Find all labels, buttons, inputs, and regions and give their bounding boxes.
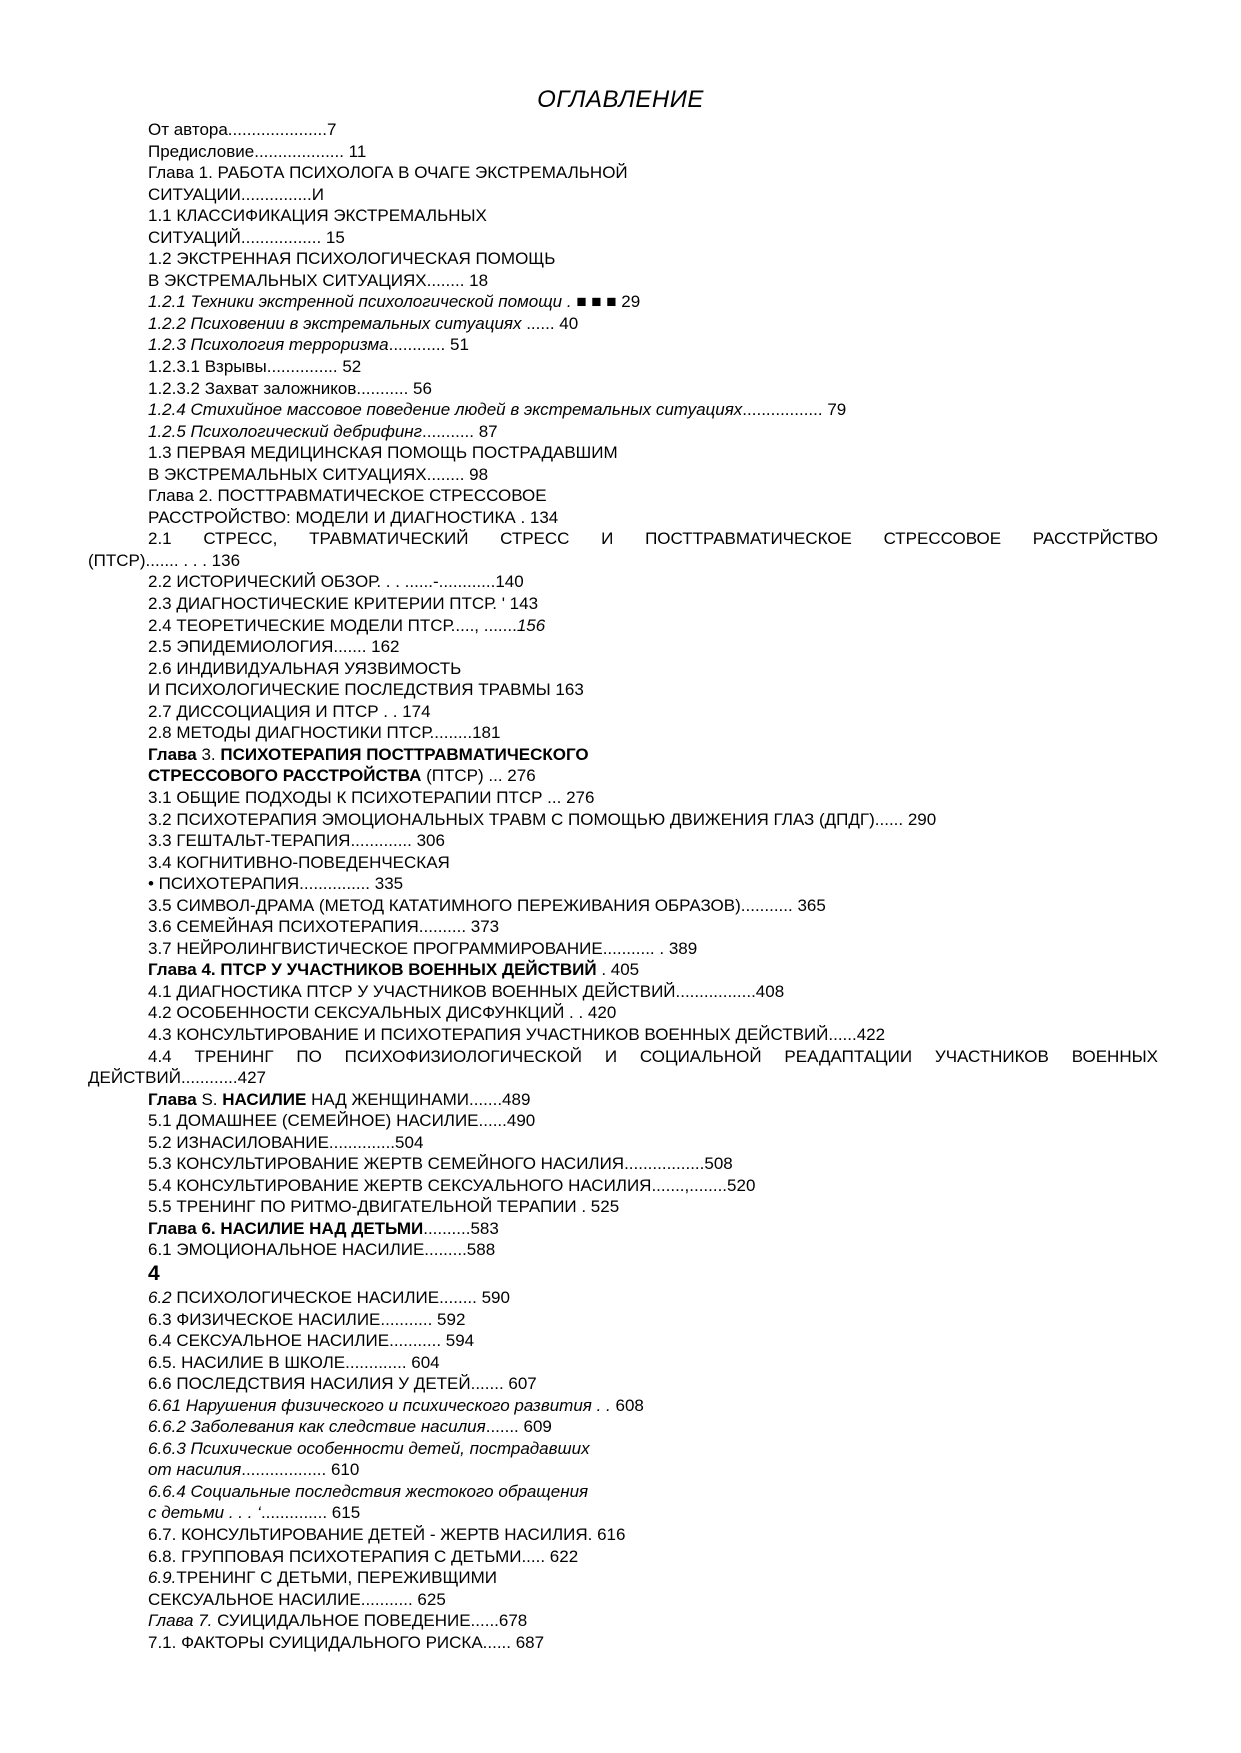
- toc-line: 5.2 ИЗНАСИЛОВАНИЕ..............504: [148, 1132, 424, 1152]
- toc-line: 2.6 ИНДИВИДУАЛЬНАЯ УЯЗВИМОСТЬ: [148, 658, 462, 678]
- toc-line: И ПСИХОЛОГИЧЕСКИЕ ПОСЛЕДСТВИЯ ТРАВМЫ 163: [148, 680, 584, 700]
- toc-line: РАССТРОЙСТВО: МОДЕЛИ И ДИАГНОСТИКА . 134: [148, 507, 559, 527]
- toc-line: 4.3 КОНСУЛЬТИРОВАНИЕ И ПСИХОТЕРАПИЯ УЧАСТНИКОВ ВОЕННЫХ ДЕЙСТВИЙ......422: [148, 1024, 886, 1044]
- toc-line: В ЭКСТРЕМАЛЬНЫХ СИТУАЦИЯХ........ 18: [148, 270, 489, 290]
- toc-line: Глава S. НАСИЛИЕ НАД ЖЕНЩИНАМИ.......489: [148, 1089, 531, 1109]
- toc-line: 6.2 ПСИХОЛОГИЧЕСКОЕ НАСИЛИЕ........ 590: [148, 1287, 510, 1307]
- toc-line: 3.7 НЕЙРОЛИНГВИСТИЧЕСКОЕ ПРОГРАММИРОВАНИЕ........... . 389: [148, 938, 698, 958]
- toc-line: от насилия.................. 610: [148, 1460, 360, 1480]
- toc-line: 6.9.ТРЕНИНГ С ДЕТЬМИ, ПЕРЕЖИВЩИМИ: [148, 1568, 497, 1588]
- toc-line: 6.3 ФИЗИЧЕСКОЕ НАСИЛИЕ........... 592: [148, 1309, 466, 1329]
- toc-line: 1.2 ЭКСТРЕННАЯ ПСИХОЛОГИЧЕСКАЯ ПОМОЩЬ: [148, 249, 556, 269]
- toc-line: 2.1 СТРЕСС, ТРАВМАТИЧЕСКИЙ СТРЕСС И ПОСТТРАВМАТИЧЕСКОЕ СТРЕССОВОЕ РАССТРЙСТВО: [148, 529, 1158, 549]
- toc-line: 6.4 СЕКСУАЛЬНОЕ НАСИЛИЕ........... 594: [148, 1331, 475, 1351]
- toc-line: 1.2.3.1 Взрывы............... 52: [148, 357, 362, 377]
- toc-line: 3.2 ПСИХОТЕРАПИЯ ЭМОЦИОНАЛЬНЫХ ТРАВМ С ПОМОЩЬЮ ДВИЖЕНИЯ ГЛАЗ (ДПДГ)...... 290: [148, 809, 937, 829]
- toc-line: 5.3 КОНСУЛЬТИРОВАНИЕ ЖЕРТВ СЕМЕЙНОГО НАСИЛИЯ.................508: [148, 1154, 733, 1174]
- toc-line: Глава 1. РАБОТА ПСИХОЛОГА В ОЧАГЕ ЭКСТРЕМАЛЬНОЙ: [148, 163, 628, 183]
- toc-line: 1.2.2 Психовении в экстремальных ситуациях ...... 40: [148, 313, 579, 333]
- toc-line: 2.2 ИСТОРИЧЕСКИЙ ОБЗОР. . . ......-............140: [148, 572, 524, 592]
- toc-line: В ЭКСТРЕМАЛЬНЫХ СИТУАЦИЯХ........ 98: [148, 464, 489, 484]
- toc-line: 2.4 ТЕОРЕТИЧЕСКИЕ МОДЕЛИ ПТСР....., .......156: [148, 615, 546, 635]
- toc-line: 2.8 МЕТОДЫ ДИАГНОСТИКИ ПТСР.........181: [148, 723, 501, 743]
- table-of-contents: [88, 119, 1158, 1653]
- toc-line: 2.5 ЭПИДЕМИОЛОГИЯ....... 162: [148, 637, 400, 657]
- toc-line: 6.61 Нарушения физического и психического развития . . 608: [148, 1395, 644, 1415]
- toc-line: 6.1 ЭМОЦИОНАЛЬНОЕ НАСИЛИЕ.........588: [148, 1240, 496, 1260]
- toc-line: 6.8. ГРУППОВАЯ ПСИХОТЕРАПИЯ С ДЕТЬМИ..... 622: [148, 1546, 579, 1566]
- toc-line: 5.1 ДОМАШНЕЕ (СЕМЕЙНОЕ) НАСИЛИЕ......490: [148, 1111, 536, 1131]
- toc-line: 4.2 ОСОБЕННОСТИ СЕКСУАЛЬНЫХ ДИСФУНКЦИЙ . . 420: [148, 1003, 617, 1023]
- toc-line: 1.2.5 Психологический дебрифинг........... 87: [148, 421, 498, 441]
- toc-line: Глава 7. СУИЦИДАЛЬНОЕ ПОВЕДЕНИЕ......678: [148, 1611, 528, 1631]
- toc-line: 3.4 КОГНИТИВНО-ПОВЕДЕНЧЕСКАЯ: [148, 852, 450, 872]
- toc-line: 3.6 СЕМЕЙНАЯ ПСИХОТЕРАПИЯ.......... 373: [148, 917, 500, 937]
- toc-line: 5.4 КОНСУЛЬТИРОВАНИЕ ЖЕРТВ СЕКСУАЛЬНОГО НАСИЛИЯ.......,........520: [148, 1175, 756, 1195]
- page-title: ОГЛАВЛЕНИЕ: [537, 86, 704, 113]
- toc-line: Глава 6. НАСИЛИЕ НАД ДЕТЬМИ..........583: [148, 1218, 499, 1238]
- toc-line: 6.6.2 Заболевания как следствие насилия....... 609: [148, 1417, 552, 1437]
- toc-line: 6.6.4 Социальные последствия жестокого обращения: [148, 1481, 589, 1501]
- page-number: 4: [148, 1261, 160, 1285]
- toc-line: с детьми . . . ‘.............. 615: [148, 1503, 361, 1523]
- toc-line: 3.3 ГЕШТАЛЬТ-ТЕРАПИЯ............. 306: [148, 831, 445, 851]
- toc-line: СИТУАЦИЙ................. 15: [148, 227, 345, 247]
- toc-line: 4.4 ТРЕНИНГ ПО ПСИХОФИЗИОЛОГИЧЕСКОЙ И СОЦИАЛЬНОЙ РЕАДАПТАЦИИ УЧАСТНИКОВ ВОЕННЫХ: [148, 1046, 1158, 1066]
- toc-line: Глава 3. ПСИХОТЕРАПИЯ ПОСТТРАВМАТИЧЕСКОГО: [148, 744, 589, 764]
- toc-line: (ПТСР)....... . . . 136: [88, 550, 241, 570]
- toc-line: 5.5 ТРЕНИНГ ПО РИТМО-ДВИГАТЕЛЬНОЙ ТЕРАПИИ . 525: [148, 1197, 620, 1217]
- toc-line: СЕКСУАЛЬНОЕ НАСИЛИЕ........... 625: [148, 1589, 446, 1609]
- toc-line: Предисловие................... 11: [148, 141, 367, 161]
- toc-line: Глава 2. ПОСТТРАВМАТИЧЕСКОЕ СТРЕССОВОЕ: [148, 486, 547, 506]
- toc-line: 1.1 КЛАССИФИКАЦИЯ ЭКСТРЕМАЛЬНЫХ: [148, 206, 487, 226]
- toc-line: 6.6.3 Психические особенности детей, пострадавших: [148, 1438, 590, 1458]
- toc-line: 1.2.3.2 Захват заложников........... 56: [148, 378, 432, 398]
- toc-line: • ПСИХОТЕРАПИЯ............... 335: [148, 874, 404, 894]
- toc-line: 6.6 ПОСЛЕДСТВИЯ НАСИЛИЯ У ДЕТЕЙ....... 607: [148, 1374, 537, 1394]
- toc-line: Глава 4. ПТСР У УЧАСТНИКОВ ВОЕННЫХ ДЕЙСТВИЙ . 405: [148, 960, 640, 980]
- toc-line: СТРЕССОВОГО РАССТРОЙСТВА (ПТСР) ... 276: [148, 766, 536, 786]
- toc-line: От автора.....................7: [148, 120, 337, 139]
- toc-line: 1.2.4 Стихийное массовое поведение людей в экстремальных ситуациях................. 79: [148, 400, 847, 420]
- toc-line: 2.3 ДИАГНОСТИЧЕСКИЕ КРИТЕРИИ ПТСР. ' 143: [148, 594, 539, 614]
- toc-line: 3.1 ОБЩИЕ ПОДХОДЫ К ПСИХОТЕРАПИИ ПТСР ... 276: [148, 787, 595, 807]
- toc-line: 6.7. КОНСУЛЬТИРОВАНИЕ ДЕТЕЙ - ЖЕРТВ НАСИЛИЯ. 616: [148, 1525, 626, 1544]
- toc-line: 4.1 ДИАГНОСТИКА ПТСР У УЧАСТНИКОВ ВОЕННЫХ ДЕЙСТВИЙ.................408: [148, 981, 785, 1001]
- toc-line: 1.2.1 Техники экстренной психологической помощи . ■ ■ ■ 29: [148, 292, 641, 312]
- toc-line: 6.5. НАСИЛИЕ В ШКОЛЕ............. 604: [148, 1352, 440, 1372]
- toc-line: 1.2.3 Психология терроризма............ 51: [148, 335, 469, 355]
- toc-line: 1.3 ПЕРВАЯ МЕДИЦИНСКАЯ ПОМОЩЬ ПОСТРАДАВШИМ: [148, 443, 618, 463]
- toc-line: СИТУАЦИИ...............И: [148, 184, 324, 204]
- toc-line: 7.1. ФАКТОРЫ СУИЦИДАЛЬНОГО РИСКА...... 687: [148, 1632, 545, 1652]
- toc-line: 3.5 СИМВОЛ-ДРАМА (МЕТОД КАТАТИМНОГО ПЕРЕЖИВАНИЯ ОБРАЗОВ)........... 365: [148, 895, 826, 915]
- toc-line: 2.7 ДИССОЦИАЦИЯ И ПТСР . . 174: [148, 701, 431, 721]
- toc-line: ДЕЙСТВИЙ............427: [88, 1068, 266, 1088]
